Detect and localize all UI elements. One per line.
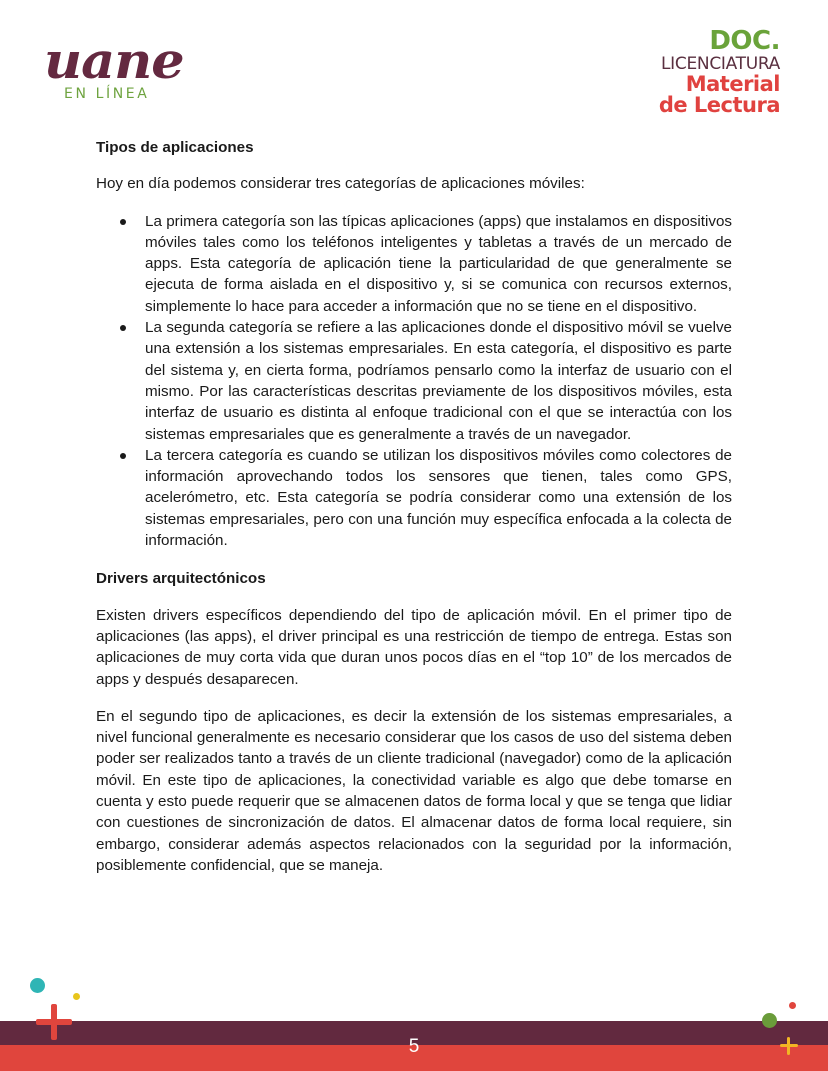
uane-logo	[44, 31, 194, 102]
categories-list	[96, 211, 732, 552]
list-item	[96, 445, 732, 551]
yellow-dot-decoration	[73, 993, 80, 1000]
red-plus-icon	[36, 1004, 72, 1040]
intro-paragraph: Hoy en día podemos considerar tres categorías de aplicaciones móviles:	[96, 175, 585, 193]
drivers-paragraph-1: Existen drivers específicos dependiendo del tipo de aplicación móvil. En el primer tipo de aplicaciones (las apps), el driver principal es una restricción de tiempo de entrega. Estas son aplicaciones de muy corta vida que duran unos pocos días en el “top 10” de los mercados de apps y después desaparecen.	[96, 606, 732, 688]
section-title-drivers: Drivers arquitectónicos	[96, 570, 266, 588]
material-label: Material	[685, 72, 780, 96]
document-type-badge	[659, 28, 780, 116]
bullet-icon	[120, 325, 126, 331]
page-number: 5	[408, 1036, 420, 1057]
logo-subtitle: EN LÍNEA	[64, 86, 150, 102]
logo-brand-text: uane	[44, 31, 184, 90]
licenciatura-label: LICENCIATURA	[661, 54, 780, 74]
list-item	[96, 317, 732, 445]
teal-dot-decoration	[30, 978, 45, 993]
list-item-text: La segunda categoría se refiere a las aplicaciones donde el dispositivo móvil se vuelve una extensión a los sistemas empresariales. En esta categoría, el dispositivo es parte del sistema y, en cierta forma, podríamos pensarlo como la interfaz de usuario con el mismo. Por las características descritas previamente de los dispositivos móviles, esta interfaz de usuario es distinta al enfoque tradicional con el que se interactúa con los sistemas empresariales que es generalmente a través de un navegador.	[145, 319, 732, 443]
green-dot-decoration	[762, 1013, 777, 1028]
list-item	[96, 211, 732, 317]
bullet-icon	[120, 453, 126, 459]
section-title-tipos: Tipos de aplicaciones	[96, 139, 254, 156]
list-item-text: La tercera categoría es cuando se utilizan los dispositivos móviles como colectores de información aprovechando todos los sensores que tienen, tales como GPS, acelerómetro, etc. Esta categoría se podría considerar como una extensión de los sistemas empresariales, pero con una función muy específica enfocada a la colecta de información.	[145, 446, 732, 550]
document-body	[96, 137, 732, 892]
list-item-text: La primera categoría son las típicas aplicaciones (apps) que instalamos en dispositivos móviles tales como los teléfonos inteligentes y tabletas a través de un mercado de apps. Esta categoría de aplicación tiene la particularidad de que generalmente se ejecuta de forma aislada en el dispositivo y, si se comunica con recursos externos, simplemente lo hace para acceder a información que no se tiene en el dispositivo.	[145, 212, 732, 315]
red-dot-decoration	[789, 1002, 796, 1009]
bullet-icon	[120, 219, 126, 225]
doc-label: DOC.	[709, 26, 780, 56]
drivers-paragraph-2: En el segundo tipo de aplicaciones, es decir la extensión de los sistemas empresariales, a nivel funcional generalmente es necesario considerar que los casos de uso del sistema deben poder ser realizados tanto a través de un cliente tradicional (navegador) como de la aplicación móvil. En este tipo de aplicaciones, la conectividad variable es algo que debe tomarse en cuenta y esto puede requerir que se almacenen datos de forma local y que se tenga que lidiar con cuestiones de sincronización de datos. El almacenar datos de forma local requiere, sin embargo, considerar además aspectos relacionados con la seguridad por la información, posiblemente confidencial, que se maneja.	[96, 707, 732, 874]
de-lectura-label: de Lectura	[658, 93, 780, 117]
